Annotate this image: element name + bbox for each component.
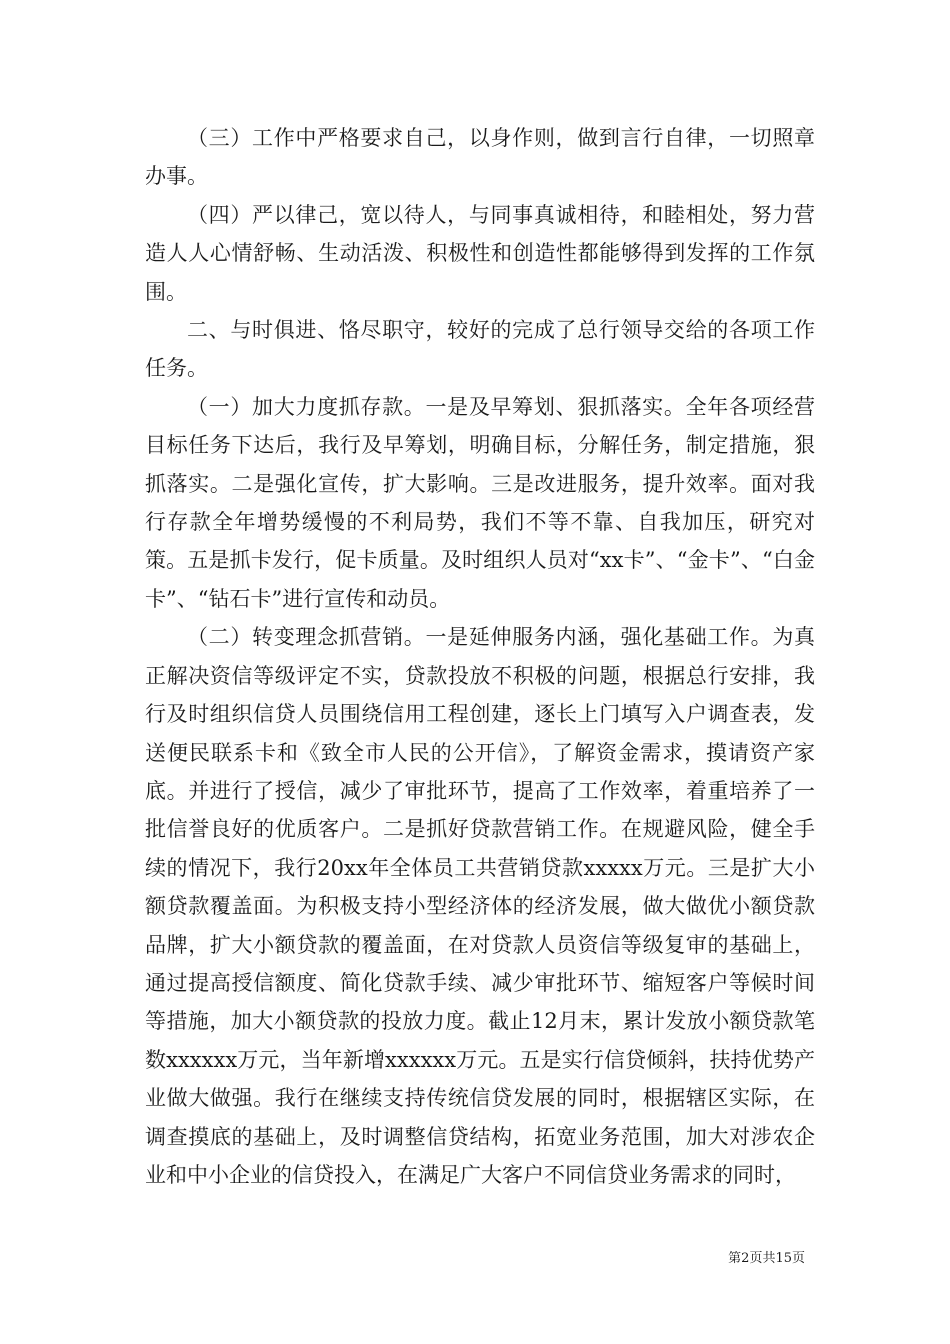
page-number-footer: 第2页共15页	[728, 1251, 805, 1266]
section-heading-2: 二、与时俱进、恪尽职守，较好的完成了总行领导交给的各项工作任务。	[145, 318, 815, 381]
paragraph-deposits: （一）加大力度抓存款。一是及早筹划、狠抓落实。全年各项经营目标任务下达后，我行及早筹划，明确目标，分解任务，制定措施，狠抓落实。二是强化宣传，扩大影响。三是改进服务，提升效率。面对我行存款全年增势缓慢的不利局势，我们不等不靠、自我加压，研究对策。五是抓卡发行，促卡质量。及时组织人员对“xx卡”、“金卡”、“白金卡”、“钻石卡”进行宣传和动员。	[145, 394, 815, 611]
paragraph-marketing: （二）转变理念抓营销。一是延伸服务内涵，强化基础工作。为真正解决资信等级评定不实，贷款投放不积极的问题，根据总行安排，我行及时组织信贷人员围绕信用工程创建，逐长上门填写入户调查表，发送便民联系卡和《致全市人民的公开信》，了解资金需求，摸请资产家底。并进行了授信，减少了审批环节，提高了工作效率，着重培养了一批信誉良好的优质客户。二是抓好贷款营销工作。在规避风险，健全手续的情况下，我行20xx年全体员工共营销贷款xxxxx万元。三是扩大小额贷款覆盖面。为积极支持小型经济体的经济发展，做大做优小额贷款品牌，扩大小额贷款的覆盖面，在对贷款人员资信等级复审的基础上，通过提高授信额度、简化贷款手续、减少审批环节、缩短客户等候时间等措施，加大小额贷款的投放力度。截止12月末，累计发放小额贷款笔数xxxxxx万元，当年新增xxxxxx万元。五是实行信贷倾斜，扶持优势产业做大做强。我行在继续支持传统信贷发展的同时，根据辖区实际，在调查摸底的基础上，及时调整信贷结构，拓宽业务范围，加大对涉农企业和中小企业的信贷投入，在满足广大客户不同信贷业务需求的同时，	[145, 625, 815, 1187]
document-body	[145, 119, 815, 1194]
paragraph-3: （三）工作中严格要求自己，以身作则，做到言行自律，一切照章办事。	[145, 126, 815, 189]
paragraph-4: （四）严以律己，宽以待人，与同事真诚相待，和睦相处，努力营造人人心情舒畅、生动活泼、积极性和创造性都能够得到发挥的工作氛围。	[145, 202, 815, 304]
